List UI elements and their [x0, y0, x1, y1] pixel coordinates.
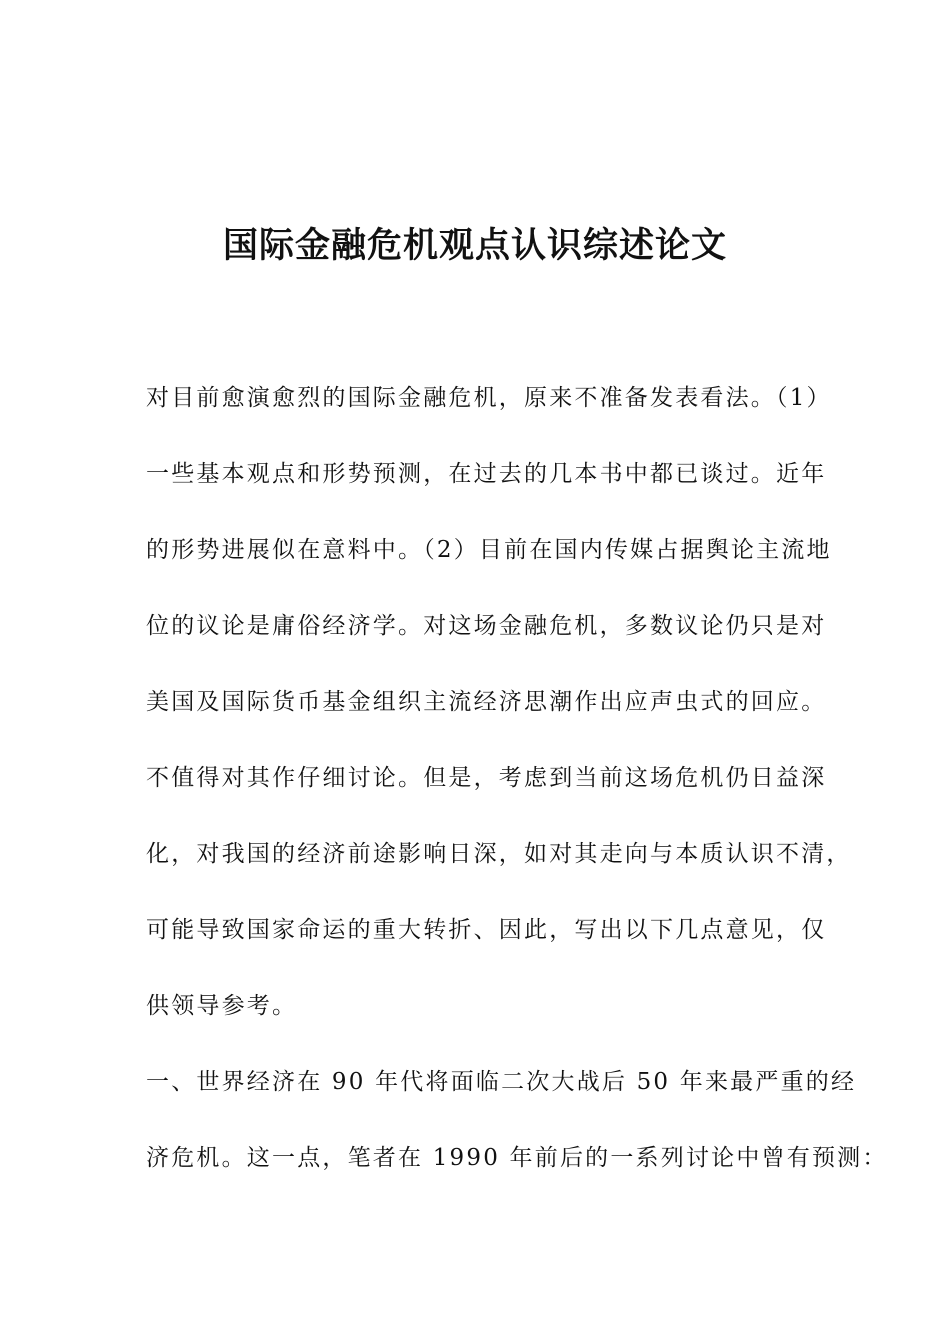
text-line: 位的议论是庸俗经济学。对这场金融危机，多数议论仍只是对 — [146, 613, 827, 639]
text-line: 对目前愈演愈烈的国际金融危机，原来不准备发表看法。（1） — [146, 385, 832, 411]
text-line: 济危机。这一点，笔者在 1990 年前后的一系列讨论中曾有预测： — [146, 1145, 888, 1171]
document-title: 国际金融危机观点认识综述论文 — [222, 226, 727, 266]
text-line: 不值得对其作仔细讨论。但是，考虑到当前这场危机仍日益深 — [146, 765, 827, 791]
text-line: 可能导致国家命运的重大转折、因此，写出以下几点意见，仅 — [146, 917, 827, 943]
text-line: 一些基本观点和形势预测，在过去的几本书中都已谈过。近年 — [146, 461, 827, 487]
text-line: 化，对我国的经济前途影响日深，如对其走向与本质认识不清， — [146, 841, 852, 867]
text-line: 一、世界经济在 90 年代将面临二次大战后 50 年来最严重的经 — [146, 1069, 857, 1095]
text-line: 供领导参考。 — [146, 993, 298, 1019]
text-line: 美国及国际货币基金组织主流经济思潮作出应声虫式的回应。 — [146, 689, 827, 715]
text-line: 的形势进展似在意料中。（2）目前在国内传媒占据舆论主流地 — [146, 537, 832, 563]
body-text — [146, 378, 888, 1214]
